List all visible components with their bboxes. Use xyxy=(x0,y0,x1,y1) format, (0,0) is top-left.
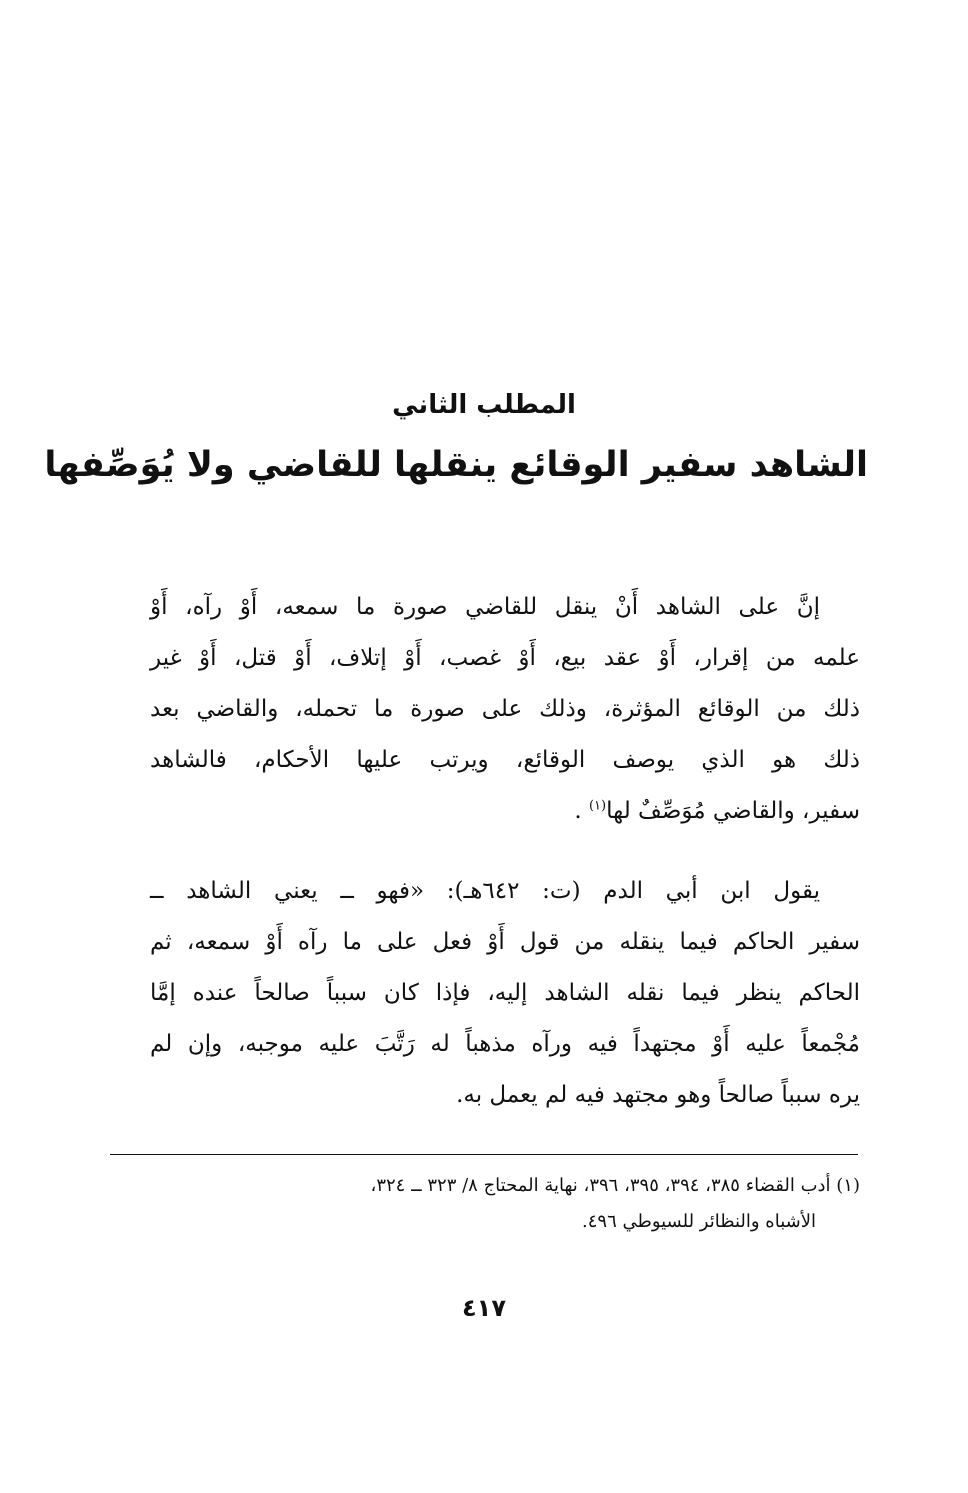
paragraph-2-line: يره سبباً صالحاً وهو مجتهد فيه لم يعمل به. xyxy=(456,1082,860,1108)
footnote-reference: (١) xyxy=(588,798,607,814)
paragraph-1-line: ذلك من الوقائع المؤثرة، وذلك على صورة ما تحمله، والقاضي بعد xyxy=(150,696,860,722)
paragraph-2 xyxy=(150,866,860,1121)
footnote xyxy=(150,1168,860,1240)
paragraph-2-line: مُجْمعاً عليه أَوْ مجتهداً فيه ورآه مذهباً له رَتَّبَ عليه موجبه، وإن لم xyxy=(150,1031,860,1057)
paragraph-1-line: علمه من إقرار، أَوْ عقد بيع، أَوْ غصب، أَوْ إتلاف، أَوْ قتل، أَوْ غير xyxy=(150,645,860,671)
footnote-line: (١) أدب القضاء ٣٨٥، ٣٩٤، ٣٩٥، ٣٩٦، نهاية المحتاج ٨/ ٣٢٣ ــ ٣٢٤، xyxy=(370,1175,860,1196)
paragraph-1-line: إنَّ على الشاهد أَنْ ينقل للقاضي صورة ما سمعه، أَوْ رآه، أَوْ xyxy=(150,594,820,620)
paragraph-2-line: يقول ابن أبي الدم (ت: ٦٤٢هـ): «فهو ــ يعني الشاهد ــ xyxy=(150,878,820,904)
paragraph-1 xyxy=(150,582,860,837)
paragraph-1-line: ذلك هو الذي يوصف الوقائع، ويرتب عليها الأحكام، فالشاهد xyxy=(150,747,860,773)
page-number: ٤١٧ xyxy=(462,1294,506,1322)
section-label: المطلب الثاني xyxy=(392,390,576,420)
page-title: الشاهد سفير الوقائع ينقلها للقاضي ولا يُوَصِّفها xyxy=(44,445,868,485)
paragraph-2-line: الحاكم ينظر فيما نقله الشاهد إليه، فإذا كان سبباً صالحاً عنده إمَّا xyxy=(150,980,860,1006)
paragraph-1-line: سفير، والقاضي مُوَصِّفٌ لها$^{(١)}$ . xyxy=(574,798,860,824)
footnote-line: الأشباه والنظائر للسيوطي ٤٩٦. xyxy=(582,1211,816,1232)
footnote-divider xyxy=(110,1154,858,1155)
paragraph-2-line: سفير الحاكم فيما ينقله من قول أَوْ فعل على ما رآه أَوْ سمعه، ثم xyxy=(150,929,860,955)
